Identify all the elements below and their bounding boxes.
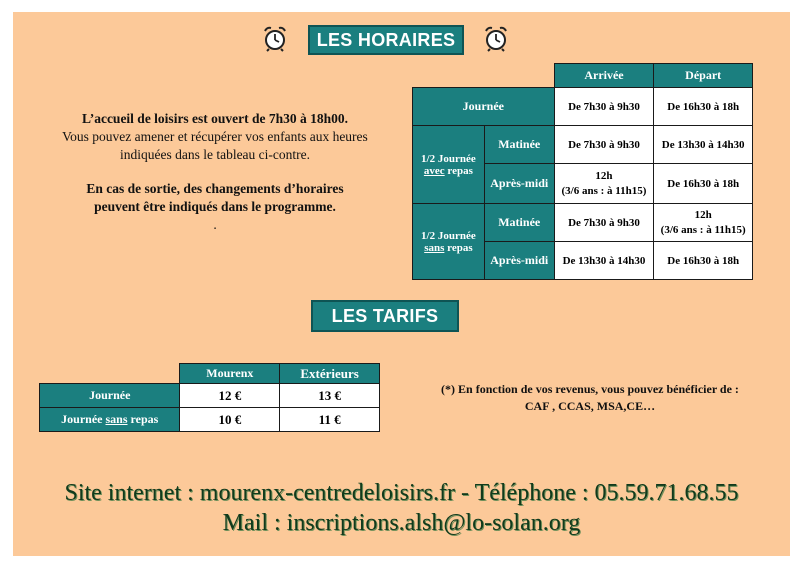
revenus-note: [420, 381, 760, 415]
footer-website-phone: Site internet : mourenx-centredeloisirs.fr - Téléphone : 05.59.71.68.55: [64, 480, 739, 506]
row-journee: Journée: [413, 88, 555, 126]
intro-line-5: peuvent être indiqués dans le programme.: [94, 199, 336, 214]
avec-matinee-depart: De 13h30 à 14h30: [654, 126, 753, 164]
row2-u: sans: [105, 412, 128, 426]
sans-am-arrivee: De 13h30 à 14h30: [554, 242, 654, 280]
sans-am-depart: De 16h30 à 18h: [654, 242, 753, 280]
sans-matinee-depart: [654, 204, 753, 242]
intro-line-3: indiquées dans le tableau ci-contre.: [119, 147, 311, 162]
row2-post: repas: [127, 412, 159, 426]
tarif-sans-repas-mourenx: 10 €: [180, 408, 280, 432]
journee-arrivee: De 7h30 à 9h30: [554, 88, 654, 126]
group-avec-u: avec: [423, 164, 445, 177]
group-sans-u: sans: [424, 241, 445, 254]
tarif-journee-mourenx: 12 €: [180, 384, 280, 408]
group-sans-post: repas: [444, 241, 473, 254]
col-exterieurs: Extérieurs: [280, 364, 380, 384]
note-line-2: CAF , CCAS, MSA,CE…: [524, 399, 656, 413]
col-depart: Départ: [654, 64, 753, 88]
tarifs-title: LES TARIFS: [311, 300, 459, 332]
row2-pre: Journée: [61, 412, 106, 426]
avec-apres-midi-label: Après-midi: [484, 164, 554, 204]
journee-depart: De 16h30 à 18h: [654, 88, 753, 126]
group-sans-repas: [413, 204, 485, 280]
group-avec-repas: [413, 126, 485, 204]
avec-am-arrivee-2: (3/6 ans : à 11h15): [561, 185, 647, 197]
avec-am-arrivee-1: 12h: [595, 170, 613, 182]
tarif-row-journee: Journée: [40, 384, 180, 408]
group-sans-pre: 1/2 Journée: [421, 229, 476, 242]
avec-matinee-arrivee: De 7h30 à 9h30: [554, 126, 654, 164]
intro-line-1: L’accueil de loisirs est ouvert de 7h30 à 18h00.: [81, 111, 349, 126]
sans-matinee-depart-1: 12h: [694, 209, 712, 221]
sans-matinee-label: Matinée: [484, 204, 554, 242]
intro-line-2: Vous pouvez amener et récupérer vos enfants aux heures: [62, 129, 368, 144]
group-avec-pre: 1/2 Journée: [421, 152, 476, 165]
avec-am-arrivee: [554, 164, 654, 204]
tarif-journee-exterieurs: 13 €: [280, 384, 380, 408]
tarif-row-sans-repas: [40, 408, 180, 432]
tarif-sans-repas-exterieurs: 11 €: [280, 408, 380, 432]
col-arrivee: Arrivée: [554, 64, 654, 88]
group-avec-post: repas: [444, 164, 473, 177]
avec-matinee-label: Matinée: [484, 126, 554, 164]
intro-line-4: En cas de sortie, des changements d’horaires: [86, 181, 344, 196]
schedule-table: [412, 63, 753, 280]
footer-mail: Mail : inscriptions.alsh@lo-solan.org: [222, 510, 581, 536]
sans-apres-midi-label: Après-midi: [484, 242, 554, 280]
horaires-title: LES HORAIRES: [308, 25, 464, 55]
intro-dot: .: [213, 217, 217, 232]
intro-text: [30, 110, 400, 234]
alarm-clock-icon: [262, 24, 288, 52]
tarifs-table: [39, 363, 380, 432]
alarm-clock-icon: [483, 24, 509, 52]
sans-matinee-arrivee: De 7h30 à 9h30: [554, 204, 654, 242]
note-line-1: (*) En fonction de vos revenus, vous pouvez bénéficier de :: [441, 382, 739, 396]
col-mourenx: Mourenx: [180, 364, 280, 384]
avec-am-depart: De 16h30 à 18h: [654, 164, 753, 204]
sans-matinee-depart-2: (3/6 ans : à 11h15): [660, 224, 746, 236]
